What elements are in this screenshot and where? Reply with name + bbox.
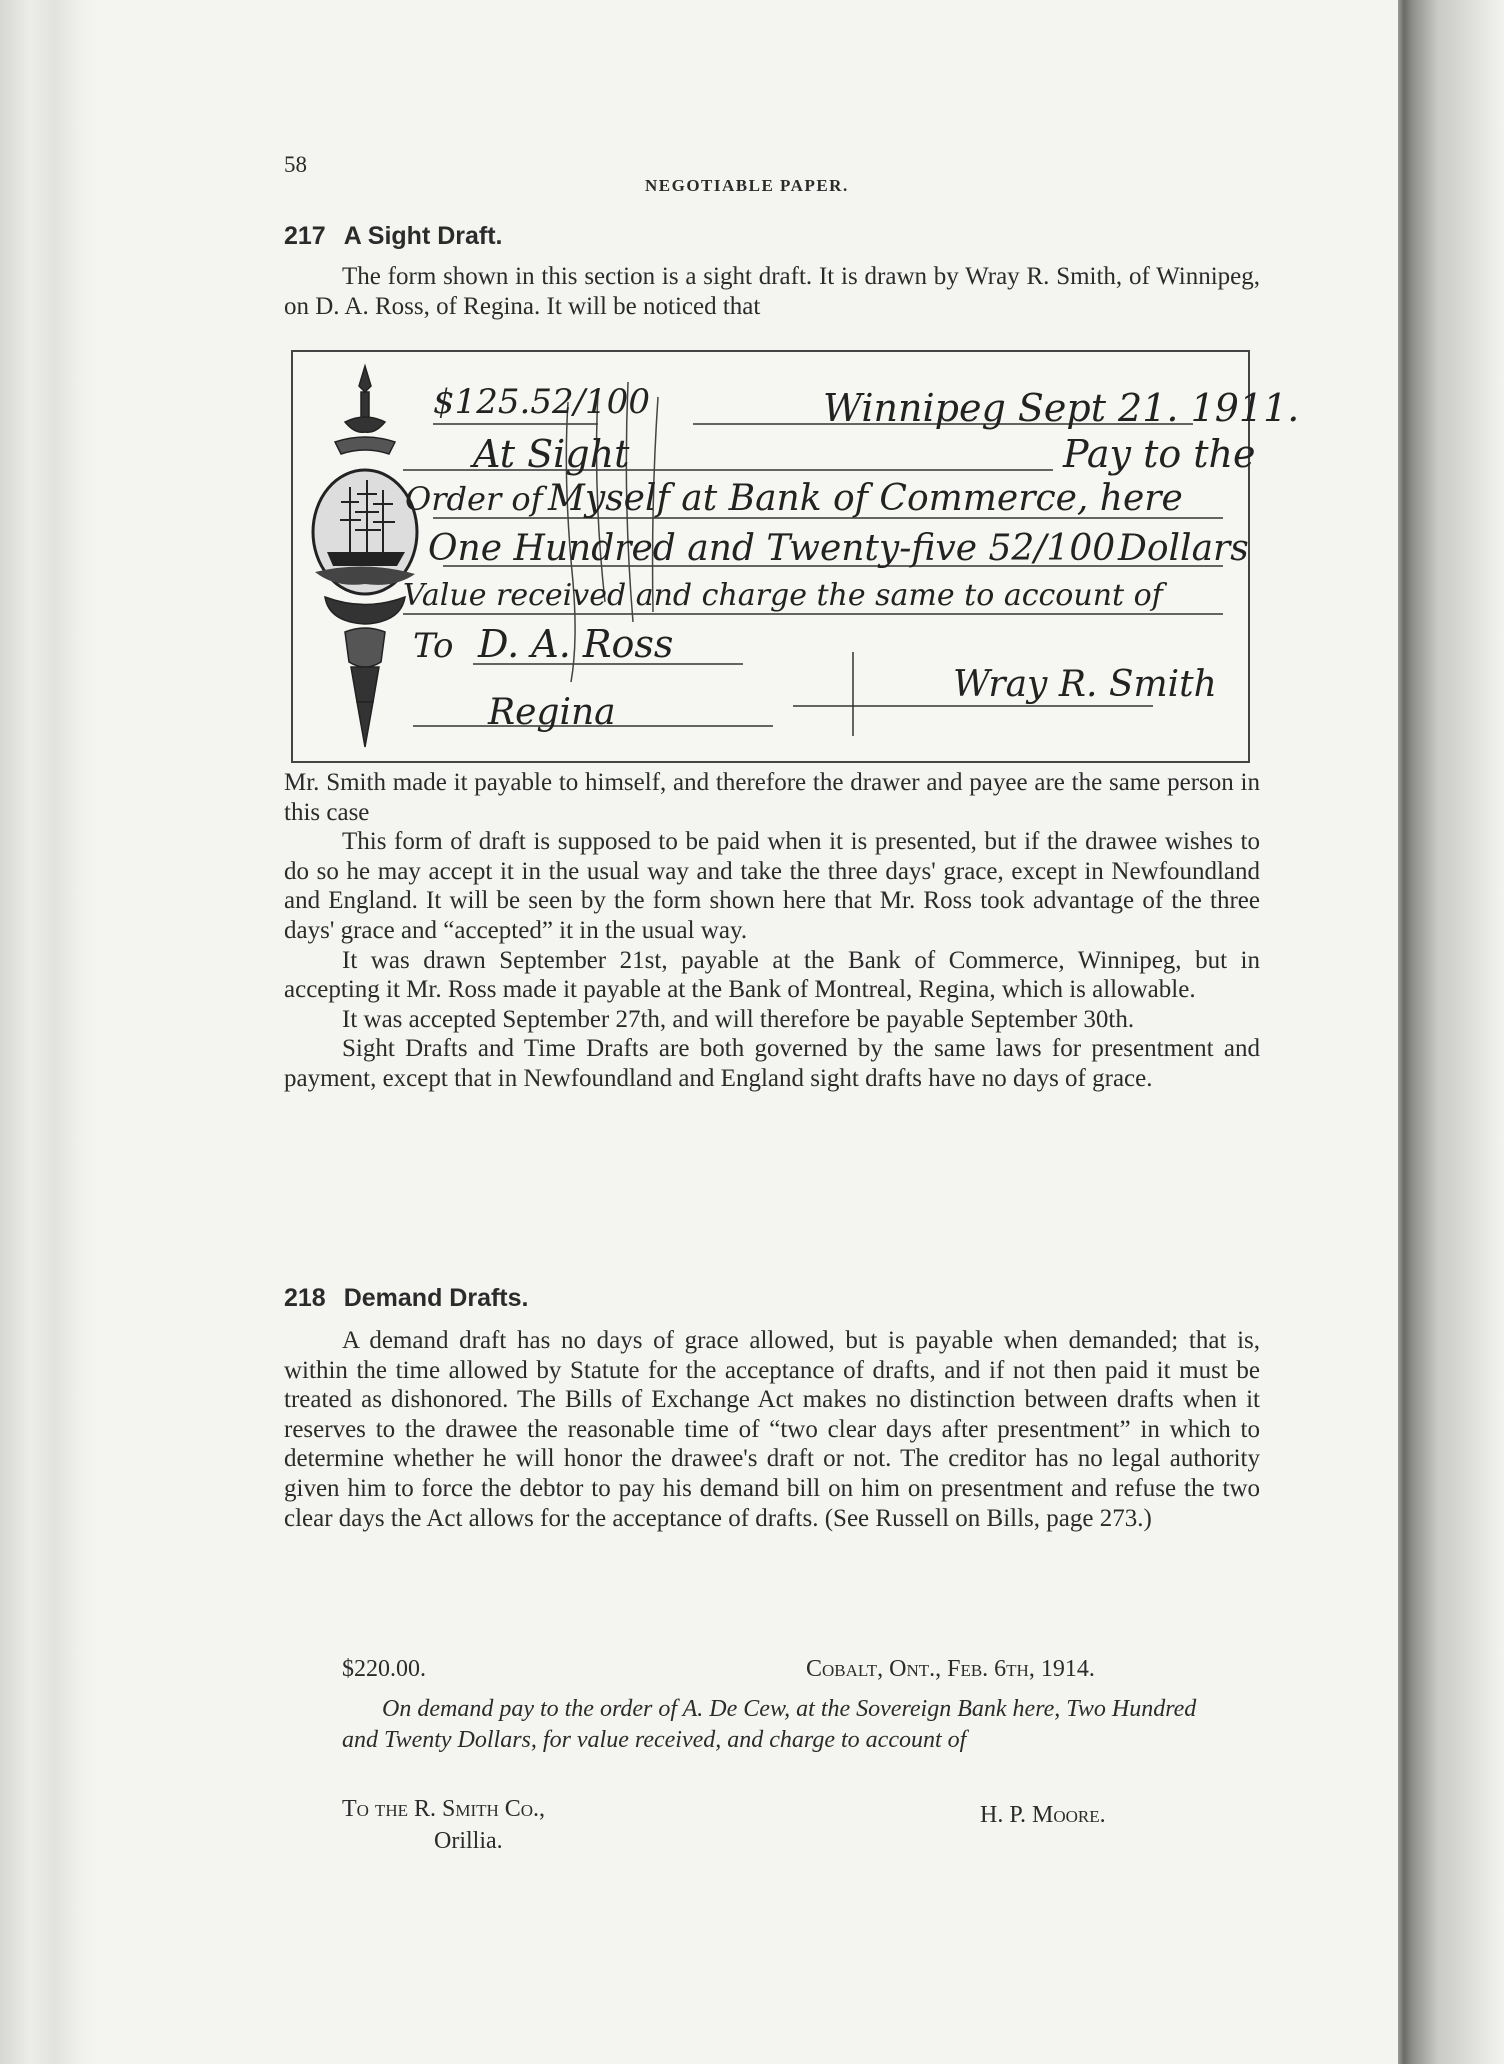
section-number: 217 xyxy=(284,222,326,250)
draft-drawee-city: Regina xyxy=(488,692,616,733)
section-218-heading xyxy=(284,1284,528,1313)
paragraph: Mr. Smith made it payable to himself, and therefore the drawer and payee are the same person in this case xyxy=(284,769,1260,826)
demand-draft-signature: H. P. Moore. xyxy=(980,1802,1106,1828)
draft-to: To xyxy=(413,626,454,666)
draft-amount-words: One Hundred and Twenty-five 52/100 xyxy=(428,528,1116,569)
demand-draft-place-date: Cobalt, Ont., Feb. 6th, 1914. xyxy=(806,1656,1095,1682)
paragraph: It was accepted September 27th, and will therefore be payable September 30th. xyxy=(342,1005,1135,1033)
draft-dollars: Dollars xyxy=(1118,528,1249,569)
demand-draft-to-line: To the R. Smith Co., xyxy=(342,1796,546,1822)
section-title: Demand Drafts. xyxy=(343,1284,529,1312)
section-217-intro xyxy=(284,262,1260,321)
sight-draft-image xyxy=(291,350,1300,763)
draft-drawer-signature: Wray R. Smith xyxy=(953,664,1217,705)
section-title: A Sight Draft. xyxy=(343,222,503,250)
paragraph: Sight Drafts and Time Drafts are both governed by the same laws for presentment and payment, except that in Newfoundland and England sight drafts have no days of grace. xyxy=(284,1035,1260,1092)
demand-draft-amount: $220.00. xyxy=(342,1656,426,1682)
draft-place-date: Winnipeg Sept 21. 1911. xyxy=(823,386,1300,430)
draft-payee: Myself at Bank of Commerce, here xyxy=(548,478,1183,519)
section-217-heading xyxy=(284,222,503,251)
intro-paragraph: The form shown in this section is a sight draft. It is drawn by Wray R. Smith, of Winnipeg, on D. A. Ross, of Regina. It will be noticed that xyxy=(284,263,1260,320)
running-title: NEGOTIABLE PAPER. xyxy=(645,176,849,195)
paragraph: This form of draft is supposed to be paid when it is presented, but if the drawee wishes to do so he may accept it in the usual way and take the three days' grace, except in Newfoundland and England. It will be seen by the form shown here that Mr. Ross took advantage of the three days' grace and “accepted” it in the usual way. xyxy=(284,828,1260,944)
left-page-gutter xyxy=(0,0,100,2064)
draft-drawee: D. A. Ross xyxy=(478,622,674,666)
right-binding-shadow xyxy=(1398,0,1504,2064)
section-217-body xyxy=(284,768,1260,1094)
section-218-body xyxy=(284,1326,1260,1533)
demand-draft-to-city: Orillia. xyxy=(434,1828,503,1854)
page-number: 58 xyxy=(284,152,307,177)
draft-at-sight: At Sight xyxy=(473,432,630,476)
draft-order-of: Order of xyxy=(405,480,543,518)
draft-value-received: Value received and charge the same to account of xyxy=(403,578,1163,613)
demand-draft-body: On demand pay to the order of A. De Cew, at the Sovereign Bank here, Two Hundred and Twenty Dollars, for value received, and charge to account of xyxy=(342,1696,1197,1753)
draft-pay-to-the: Pay to the xyxy=(1063,432,1256,476)
draft-amount: $125.52/100 xyxy=(433,382,650,422)
section-number: 218 xyxy=(284,1284,326,1312)
paragraph: A demand draft has no days of grace allowed, but is payable when demanded; that is, within the time allowed by Statute for the acceptance of drafts, and if not then paid it must be treated as dishonored. The Bills of Exchange Act makes no distinction between drafts when it reserves to the drawee the reasonable time of “two clear days after presentment” in which to determine whether he will honor the drawee's draft or not. The creditor has no legal authority given him to force the debtor to pay his demand bill on him on presentment and refuse the two clear days the Act allows for the acceptance of drafts. (See Russell on Bills, page 273.) xyxy=(284,1327,1260,1532)
paragraph: It was drawn September 21st, payable at the Bank of Commerce, Winnipeg, but in accepting it Mr. Ross made it payable at the Bank of Montreal, Regina, which is allowable. xyxy=(284,946,1260,1004)
